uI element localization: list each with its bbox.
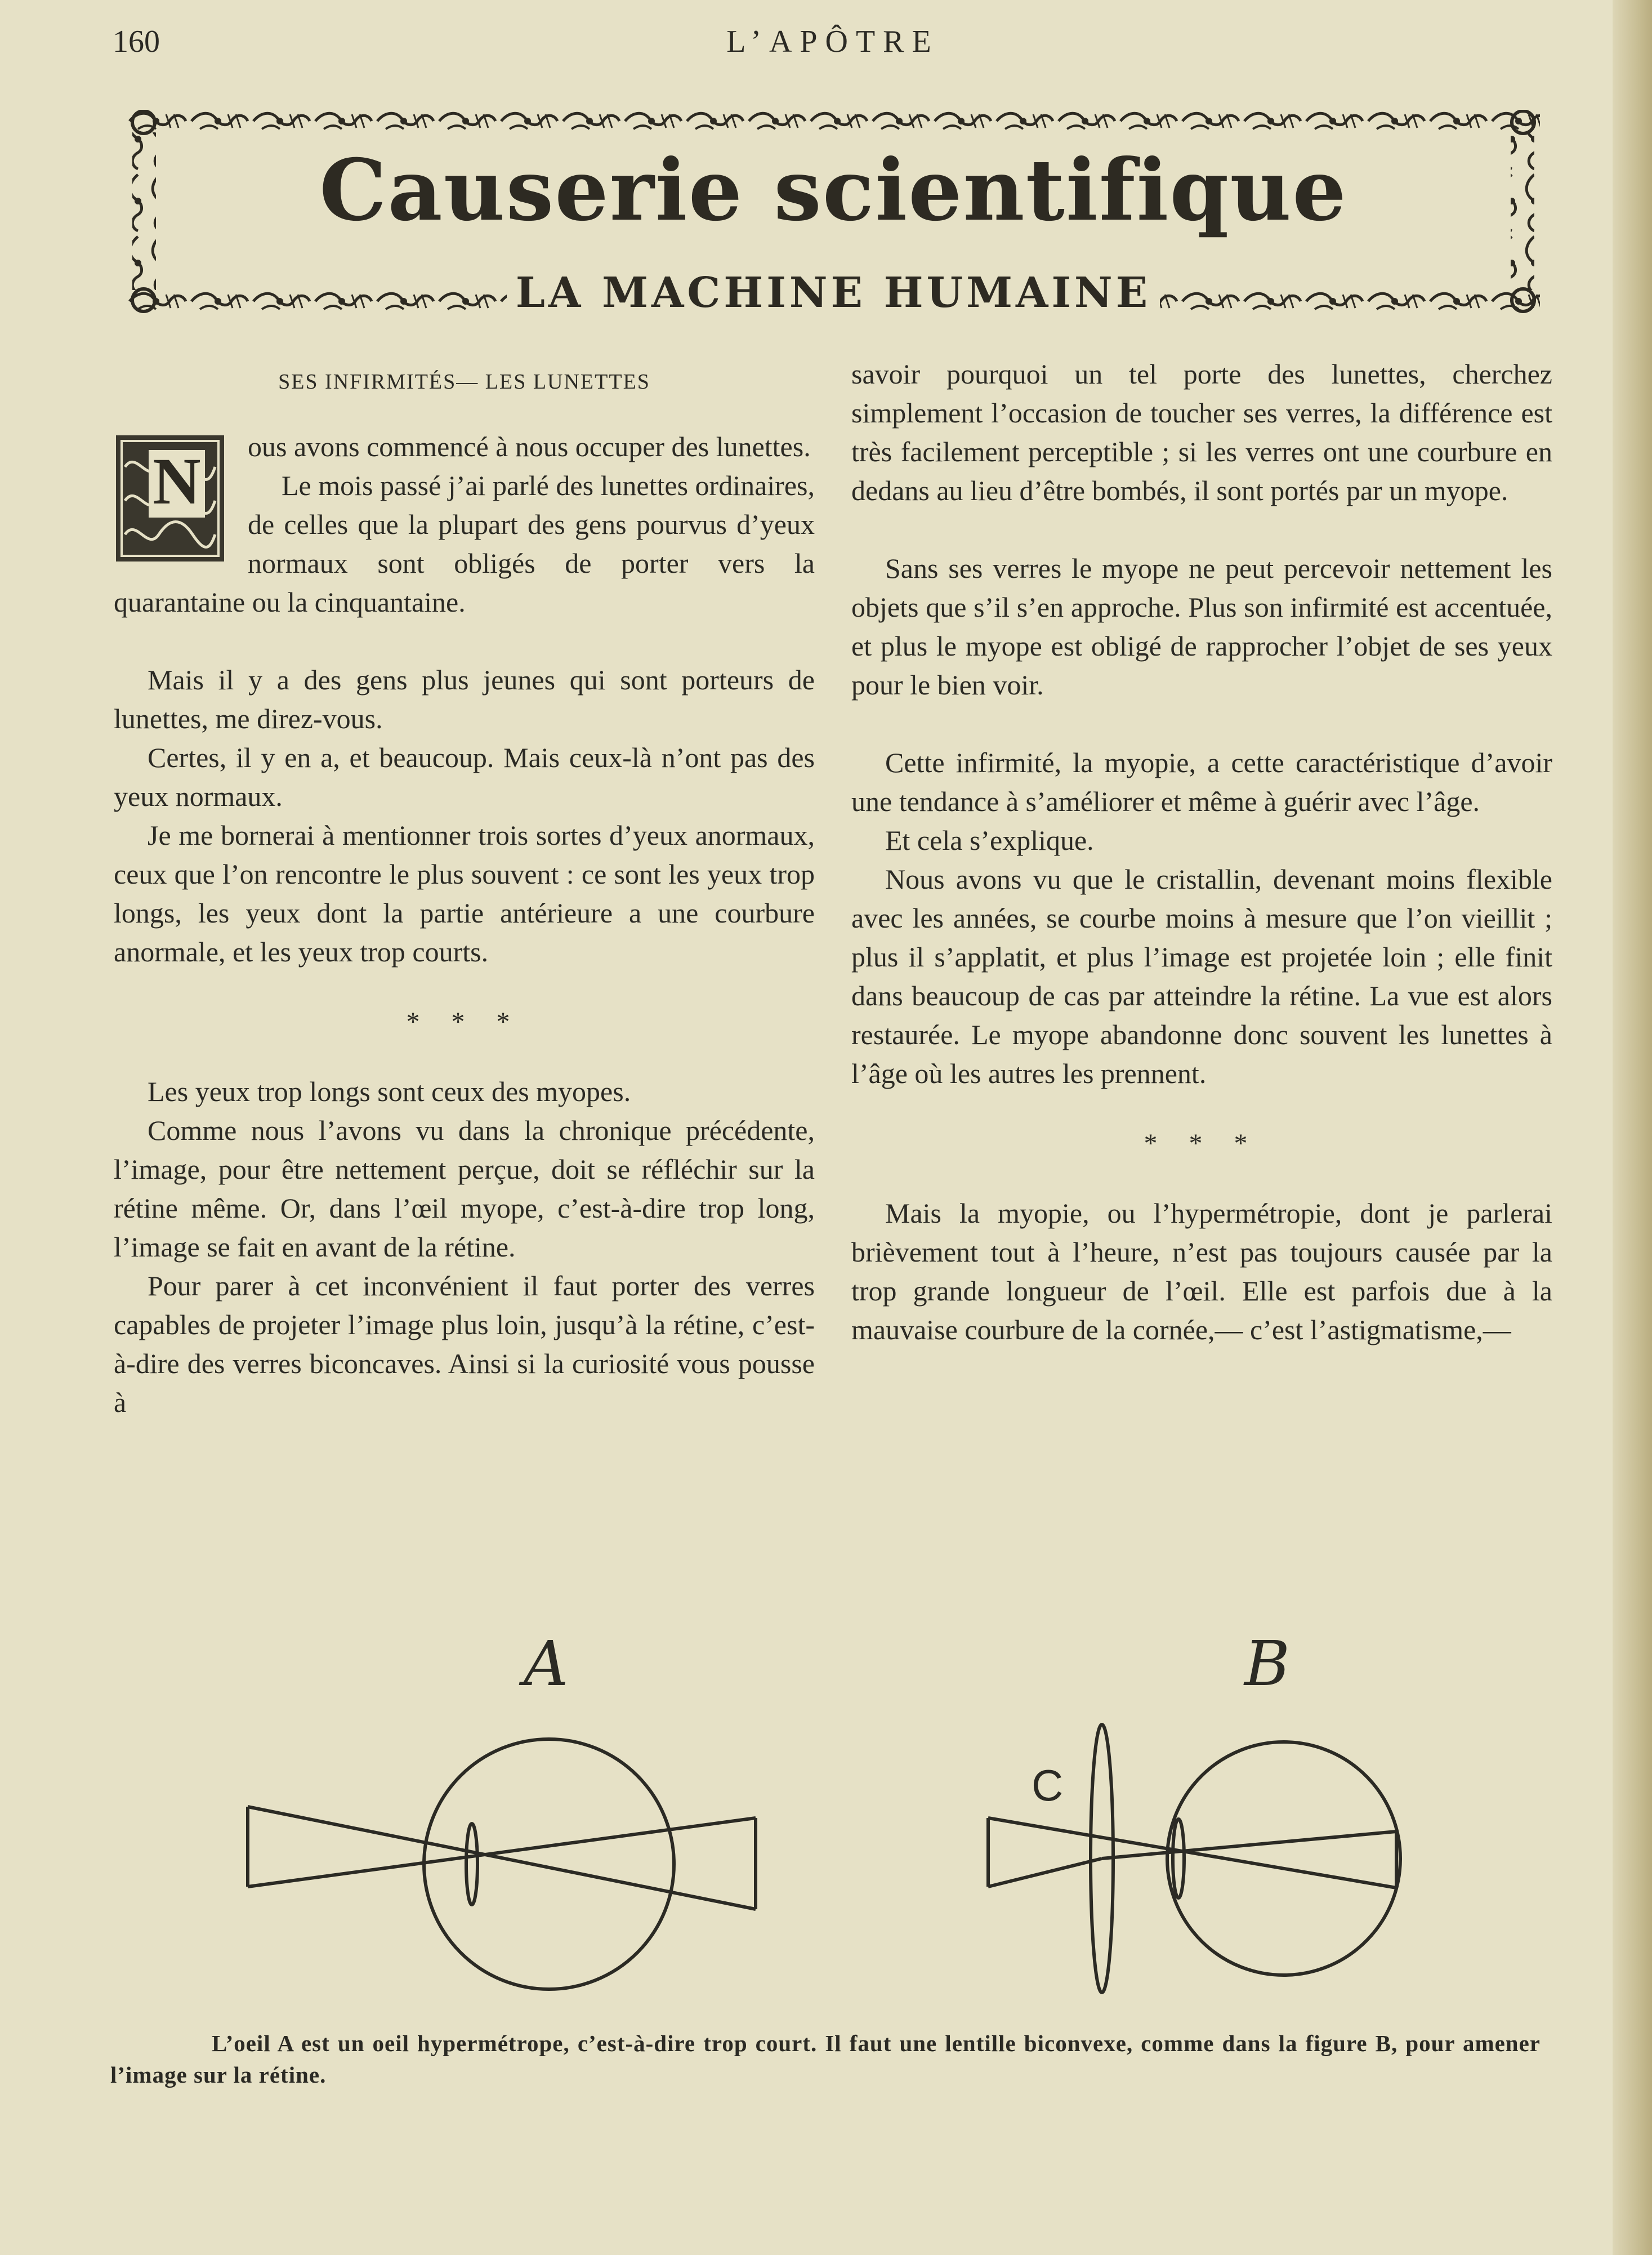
dropcap-letter: N bbox=[153, 444, 201, 518]
paragraph: ous avons commencé à nous occuper des lunettes. bbox=[248, 431, 811, 462]
eye-diagrams-icon bbox=[0, 1611, 1652, 2027]
left-column bbox=[114, 355, 815, 1422]
running-head bbox=[0, 24, 1652, 63]
figure-label-a: A bbox=[524, 1628, 569, 1700]
page-number: 160 bbox=[113, 24, 160, 59]
section-title: Causerie scientifique bbox=[319, 141, 1347, 240]
paragraph: Mais il y a des gens plus jeunes qui sont porteurs de lunettes, me direz-vous. bbox=[114, 664, 815, 734]
section-heading: SES INFIRMITÉS— LES LUNETTES bbox=[278, 370, 650, 394]
paragraph: Cette infirmité, la myopie, a cette caractéristique d’avoir une tendance à s’améliorer et même à guérir avec l’âge. bbox=[851, 747, 1552, 817]
header-frame bbox=[127, 110, 1540, 324]
figure-caption: L’oeil A est un oeil hypermétrope, c’est-à-dire trop court. Il faut une lentille biconvexe, comme dans la figure B, pour amener l’image sur la rétine. bbox=[110, 2030, 1541, 2088]
paragraph: Pour parer à cet inconvénient il faut porter des verres capables de projeter l’image plus loin, jusqu’à la rétine, c’est-à-dire des verres biconcaves. Ainsi si la curiosité vous pousse à bbox=[114, 1270, 815, 1418]
figure-area bbox=[0, 1611, 1652, 2027]
paragraph: Et cela s’explique. bbox=[885, 825, 1094, 856]
paragraph: Nous avons vu que le cristallin, devenant moins flexible avec les années, se courbe moins à mesure que l’on vieillit ; plus il s’applatit, et plus l’image est projetée loin ; elle finit dans beaucoup de cas par atteindre la rétine. La vue est alors restaurée. Le myope abandonne donc souvent les lunettes à l’âge où les autres les prennent. bbox=[851, 863, 1552, 1089]
paragraph: Le mois passé j’ai parlé des lunettes ordinaires, de celles que la plupart des gens pourvus d’yeux normaux sont obligés de porter vers la quarantaine ou la cinquantaine. bbox=[114, 470, 815, 618]
paragraph: Sans ses verres le myope ne peut percevoir nettement les objets que s’il s’en approche. Plus son infirmité est accentuée, et plus le myope est obligé de rapprocher l’objet de ses yeux pour le bien voir. bbox=[851, 552, 1552, 701]
paragraph: Comme nous l’avons vu dans la chronique précédente, l’image, pour être nettement perçue, doit se réfléchir sur la rétine même. Or, dans l’œil myope, c’est-à-dire trop long, l’image se fait en avant de la rétine. bbox=[114, 1115, 815, 1263]
dropcap bbox=[114, 433, 226, 564]
article-title-text: LA MACHINE HUMAINE bbox=[507, 269, 1160, 317]
section-break-stars: * * * bbox=[406, 1007, 523, 1037]
paragraph: Les yeux trop longs sont ceux des myopes. bbox=[148, 1076, 631, 1107]
paragraph: Je me bornerai à mentionner trois sortes d’yeux anormaux, ceux que l’on rencontre le plus souvent : ce sont les yeux trop longs, les yeux dont la partie antérieure a une courbure anormale, et les yeux trop courts. bbox=[114, 819, 815, 968]
article-title bbox=[127, 269, 1540, 317]
paragraph: Mais la myopie, ou l’hypermétropie, dont je parlerai brièvement tout à l’heure, n’est pas toujours causée par la trop grande longueur de l’œil. Elle est parfois due à la mauvaise courbure de la cornée,— c’est l’astigmatisme,— bbox=[851, 1197, 1552, 1345]
section-break-stars: * * * bbox=[1144, 1129, 1260, 1158]
paragraph: savoir pourquoi un tel porte des lunettes, cherchez simplement l’occasion de toucher ses verres, la différence est très facilement perceptible ; si les verres ont une courbure en dedans au lieu d’être bombés, il sont portés par un myope. bbox=[851, 358, 1552, 506]
journal-title: L’APÔTRE bbox=[726, 24, 939, 59]
right-column bbox=[851, 355, 1552, 1349]
figure-label-c: C bbox=[1032, 1761, 1064, 1810]
figure-label-b: B bbox=[1244, 1628, 1290, 1700]
paragraph: Certes, il y en a, et beaucoup. Mais ceux-là n’ont pas des yeux normaux. bbox=[114, 742, 815, 812]
